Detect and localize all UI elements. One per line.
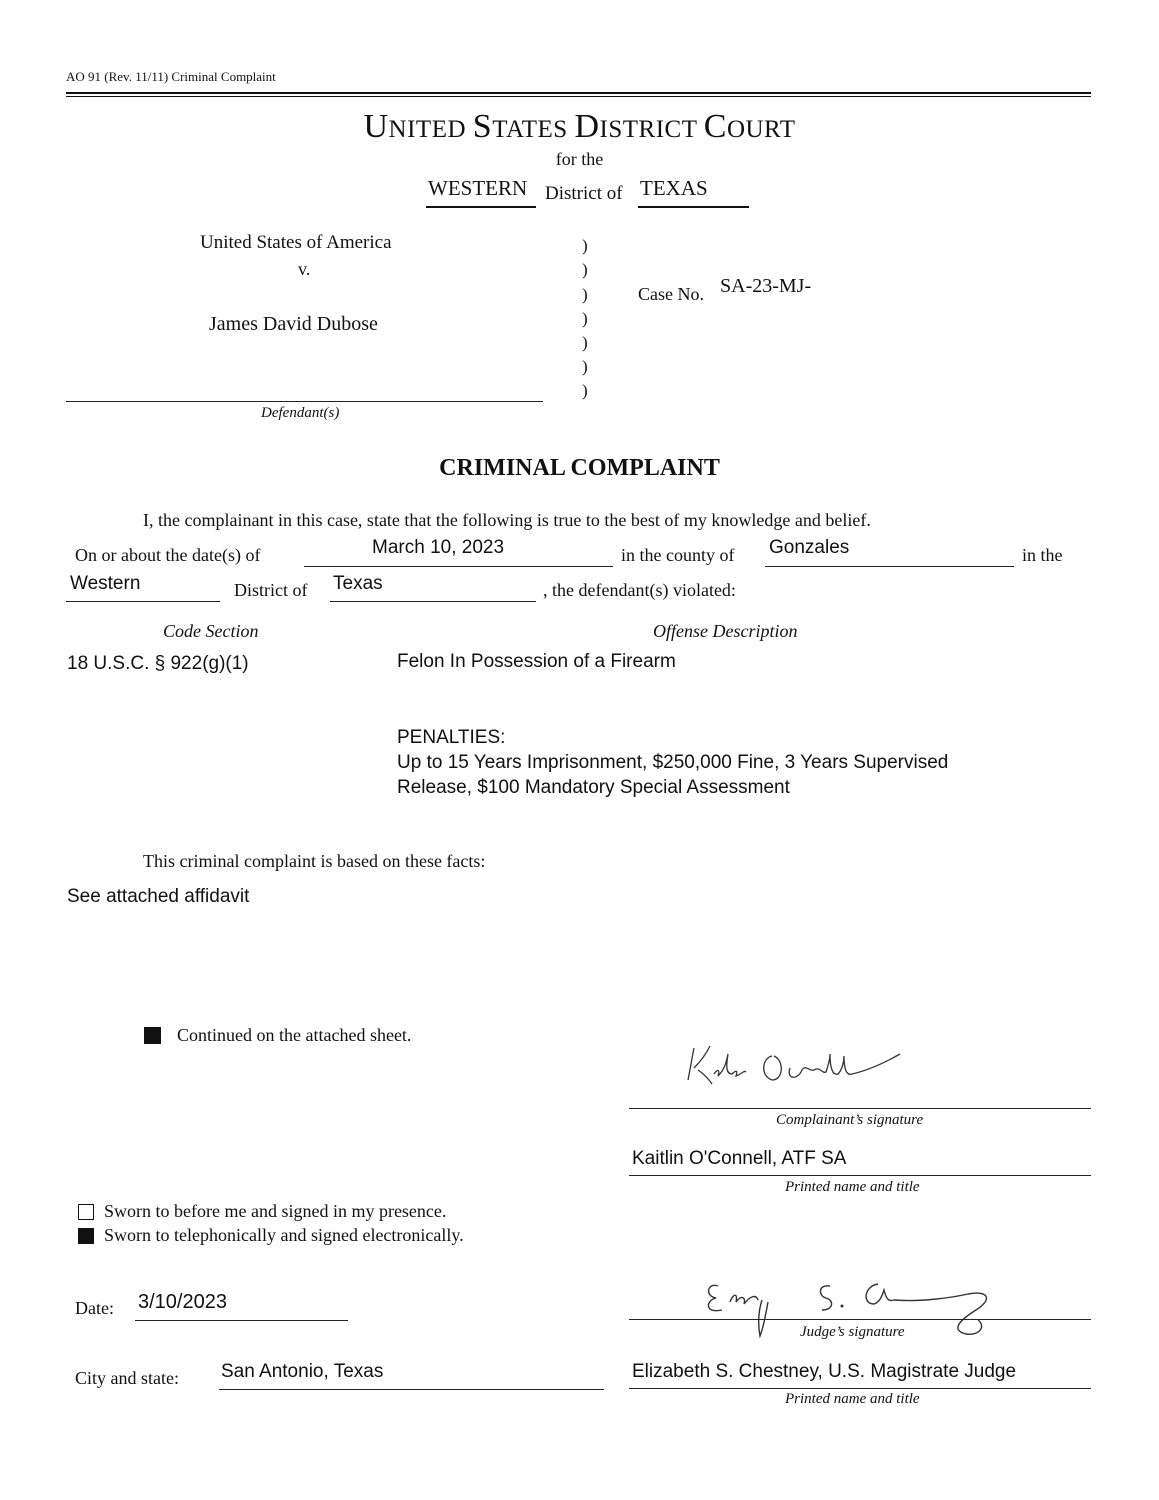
- district-name-line: [426, 206, 536, 208]
- county-value: Gonzales: [769, 537, 850, 558]
- court-title: UNITED STATES DISTRICT COURT: [363, 108, 796, 145]
- caption-bracket: ): [582, 260, 588, 279]
- judge-signature-label: Judge’s signature: [800, 1324, 905, 1340]
- document-heading: CRIMINAL COMPLAINT: [439, 455, 720, 481]
- sworn-telephonic-label: Sworn to telephonically and signed electronically.: [104, 1225, 464, 1245]
- sworn-telephonic-checkbox[interactable]: [78, 1228, 94, 1244]
- sworn-in-presence-checkbox[interactable]: [78, 1204, 94, 1220]
- complainant-signature-label: Complainant’s signature: [776, 1112, 924, 1128]
- complainant-printed-name: Kaitlin O'Connell, ATF SA: [632, 1148, 847, 1169]
- date-label: On or about the date(s) of: [75, 545, 261, 565]
- defendant-label: Defendant(s): [261, 405, 340, 421]
- header-rule-thin: [66, 96, 1091, 97]
- offense-description-header: Offense Description: [653, 621, 798, 641]
- for-the-label: for the: [555, 149, 604, 169]
- judge-date-value: 3/10/2023: [138, 1291, 227, 1313]
- defendant-name: James David Dubose: [209, 313, 378, 335]
- judge-printed-name-line: [629, 1388, 1091, 1389]
- caption-bracket: ): [582, 285, 588, 304]
- facts-label: This criminal complaint is based on these facts:: [143, 851, 486, 871]
- offense-description-value: Felon In Possession of a Firearm: [397, 651, 676, 672]
- judge-date-label: Date:: [75, 1298, 114, 1318]
- judge-printed-name-label: Printed name and title: [785, 1391, 920, 1407]
- district-state-line: [638, 206, 749, 208]
- continued-checkbox[interactable]: [144, 1027, 161, 1044]
- complainant-printed-name-line: [629, 1175, 1091, 1176]
- caption-bracket: ): [582, 333, 588, 352]
- code-section-value: 18 U.S.C. § 922(g)(1): [67, 653, 249, 674]
- county-label: in the county of: [621, 545, 735, 565]
- case-no-value: SA-23-MJ-: [720, 275, 812, 297]
- city-state-line: [219, 1389, 604, 1390]
- penalties-line-1: Up to 15 Years Imprisonment, $250,000 Fine, 3 Years Supervised: [397, 752, 949, 773]
- penalties-line-2: Release, $100 Mandatory Special Assessment: [397, 777, 790, 798]
- penalties-label: PENALTIES:: [397, 727, 506, 748]
- form-identifier: AO 91 (Rev. 11/11) Criminal Complaint: [66, 69, 276, 84]
- district-state: TEXAS: [640, 176, 708, 200]
- district-value: Western: [70, 573, 141, 594]
- caption-bracket: ): [582, 357, 588, 376]
- complaint-district-of-label: District of: [234, 580, 308, 600]
- continued-label: Continued on the attached sheet.: [177, 1025, 412, 1045]
- caption-bracket: ): [582, 236, 588, 255]
- district-name: WESTERN: [428, 176, 528, 200]
- complainant-printed-name-label: Printed name and title: [785, 1179, 920, 1195]
- district-of-label: District of: [545, 183, 623, 204]
- caption-bracket: ): [582, 309, 588, 328]
- judge-printed-name: Elizabeth S. Chestney, U.S. Magistrate Judge: [632, 1361, 1017, 1382]
- in-the-label: in the: [1022, 545, 1063, 565]
- violated-label: , the defendant(s) violated:: [543, 580, 736, 600]
- judge-date-line: [135, 1320, 348, 1321]
- header-rule: [66, 92, 1091, 94]
- city-state-value: San Antonio, Texas: [221, 1361, 384, 1382]
- offense-date: March 10, 2023: [372, 537, 505, 558]
- code-section-header: Code Section: [163, 621, 259, 641]
- county-line: [765, 566, 1014, 567]
- defendant-line: [66, 401, 543, 402]
- facts-text: See attached affidavit: [67, 886, 250, 907]
- state-line: [330, 601, 536, 602]
- complainant-signature: [680, 1040, 910, 1095]
- sworn-in-presence-label: Sworn to before me and signed in my presence.: [104, 1201, 447, 1221]
- plaintiff-name: United States of America: [200, 232, 392, 253]
- city-state-label: City and state:: [75, 1368, 179, 1388]
- complainant-signature-line: [629, 1108, 1091, 1109]
- intro-statement: I, the complainant in this case, state that the following is true to the best of my knowledge and belief.: [143, 510, 871, 530]
- judge-signature-line: [629, 1319, 1091, 1320]
- state-value: Texas: [333, 573, 383, 594]
- caption-bracket: ): [582, 381, 588, 400]
- case-no-label: Case No.: [638, 284, 704, 304]
- offense-date-line: [304, 566, 613, 567]
- versus-label: v.: [298, 259, 311, 279]
- district-line: [66, 601, 220, 602]
